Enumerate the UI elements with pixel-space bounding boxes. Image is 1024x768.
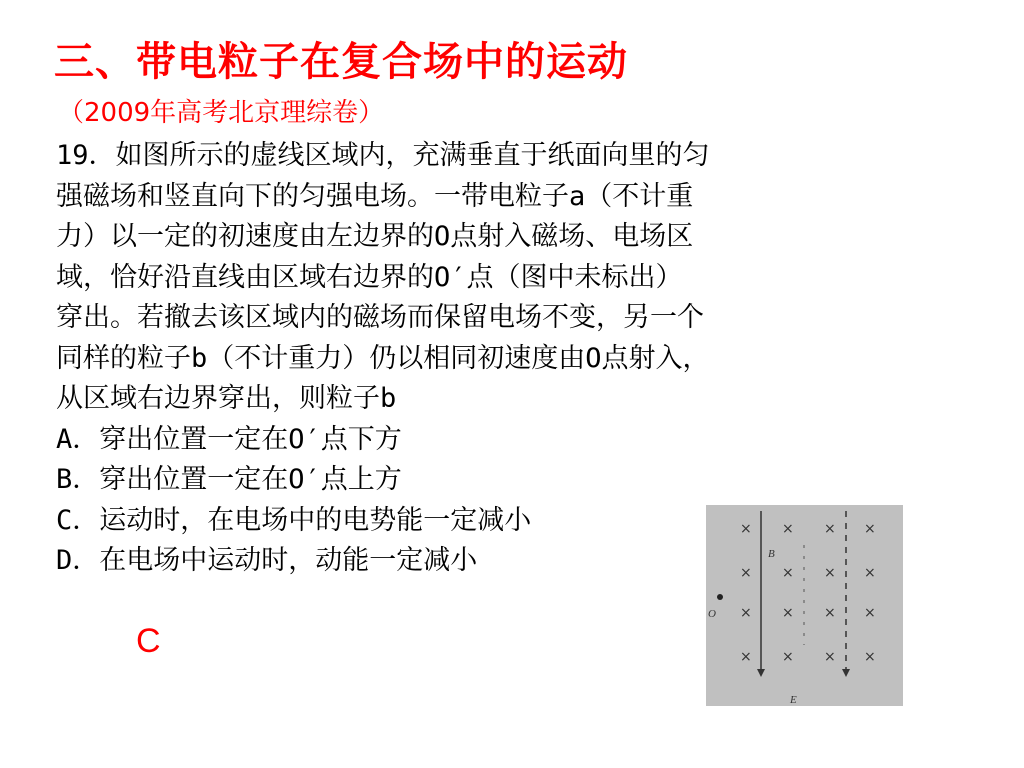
cross-mark: × — [740, 605, 752, 621]
option-a: A．穿出位置一定在O′点下方 — [56, 423, 402, 455]
question-body — [56, 136, 710, 582]
cross-mark: × — [782, 649, 794, 665]
point-o-dot — [717, 594, 723, 600]
cross-mark: × — [740, 649, 752, 665]
question-line: 从区域右边界穿出，则粒子b — [56, 383, 397, 414]
cross-mark: × — [782, 605, 794, 621]
cross-mark: × — [782, 521, 794, 537]
arrow-down-icon — [842, 669, 850, 677]
cross-mark: × — [824, 521, 836, 537]
question-source: （2009年高考北京理综卷） — [58, 98, 385, 128]
field-diagram-svg — [706, 505, 903, 706]
point-o-label: O — [708, 608, 716, 620]
question-line: 力）以一定的初速度由左边界的O点射入磁场、电场区 — [56, 221, 694, 252]
cross-mark: × — [864, 565, 876, 581]
cross-mark: × — [864, 649, 876, 665]
option-d: D．在电场中运动时，动能一定减小 — [56, 545, 478, 576]
cross-mark: × — [824, 605, 836, 621]
slide-title: 三、带电粒子在复合场中的运动 — [54, 39, 628, 85]
question-line: 强磁场和竖直向下的匀强电场。一带电粒子a（不计重 — [56, 180, 694, 212]
cross-mark: × — [740, 521, 752, 537]
field-e-label: E — [790, 694, 797, 706]
arrow-down-icon — [757, 669, 765, 677]
question-line: 穿出。若撤去该区域内的磁场而保留电场不变，另一个 — [56, 302, 704, 333]
cross-mark: × — [824, 649, 836, 665]
cross-mark: × — [782, 565, 794, 581]
question-line: 19．如图所示的虚线区域内，充满垂直于纸面向里的匀 — [56, 140, 710, 171]
cross-mark: × — [740, 565, 752, 581]
option-b: B．穿出位置一定在O′点上方 — [56, 464, 402, 495]
cross-mark: × — [864, 521, 876, 537]
field-b-label: B — [768, 548, 775, 560]
option-c: C．运动时，在电场中的电势能一定减小 — [56, 504, 532, 536]
answer-label: C — [136, 622, 161, 660]
question-line: 域，恰好沿直线由区域右边界的O′点（图中未标出） — [56, 261, 683, 293]
cross-mark: × — [864, 605, 876, 621]
question-line: 同样的粒子b（不计重力）仍以相同初速度由O点射入， — [56, 342, 710, 374]
cross-mark: × — [824, 565, 836, 581]
field-diagram — [706, 505, 903, 706]
